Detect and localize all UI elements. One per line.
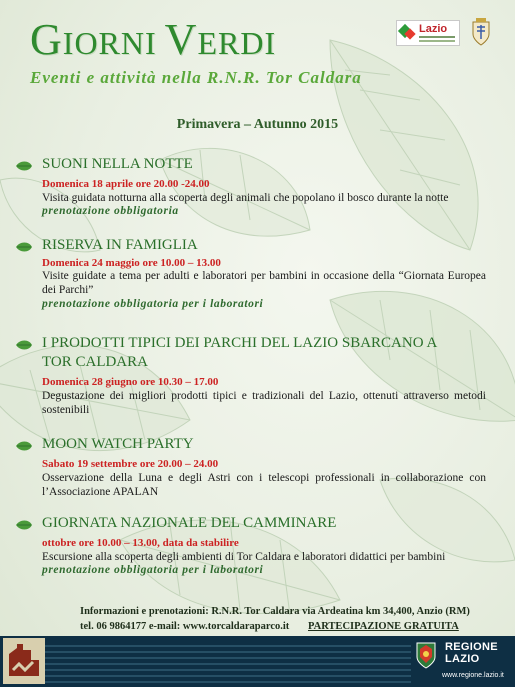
leaf-bullet-icon — [15, 160, 33, 173]
logo-lines — [419, 36, 455, 38]
title-initial-g: G — [30, 15, 63, 64]
footer-bar — [0, 636, 515, 687]
free-participation-note: PARTECIPAZIONE GRATUITA — [308, 621, 459, 632]
lazio-text: LAZIO — [445, 653, 480, 665]
municipal-crest-icon — [470, 18, 492, 46]
regione-lazio-shield-icon — [415, 641, 437, 669]
leaf-bullet-icon — [15, 519, 33, 532]
regione-lazio-logo — [411, 639, 511, 675]
event-2-date: Domenica 24 maggio ore 10.00 – 13.00 — [42, 257, 221, 269]
leaf-bullet-icon — [15, 440, 33, 453]
season-dates: Primavera – Autunno 2015 — [176, 117, 339, 132]
leaf-bullet-icon — [15, 339, 33, 352]
lazio-parks-logo — [396, 20, 460, 46]
event-4-title: MOON WATCH PARTY — [42, 436, 194, 452]
event-2-title: RISERVA IN FAMIGLIA — [42, 237, 198, 253]
title-initial-v: V — [164, 15, 198, 64]
event-4-date: Sabato 19 settembre ore 20.00 – 24.00 — [42, 458, 219, 470]
event-3-description: Degustazione dei migliori prodotti tipici e tradizionali del Lazio, ottenuti attraverso metodi sostenibili — [42, 390, 486, 416]
title-rest-verdi: ERDI — [197, 25, 277, 61]
event-1-date: Domenica 18 aprile ore 20.00 -24.00 — [42, 178, 210, 190]
footer-stripes-decoration — [45, 642, 411, 684]
event-5-title: GIORNATA NAZIONALE DEL CAMMINARE — [42, 515, 337, 531]
page-title — [30, 14, 276, 65]
event-5-booking-note: prenotazione obbligatoria per i laboratori — [42, 564, 264, 576]
event-2-description: Visite guidate a tema per adulti e laboratori per bambini in occasione della “Giornata Europea dei Parchi” — [42, 270, 486, 296]
event-5-date: ottobre ore 10.00 – 13.00, data da stabilire — [42, 537, 239, 549]
subtitle: Eventi e attività nella R.N.R. Tor Caldara — [30, 68, 362, 87]
regione-lazio-url: www.regione.lazio.it — [442, 672, 504, 679]
event-3-date: Domenica 28 giugno ore 10.30 – 17.00 — [42, 376, 219, 388]
event-3-title-line-2: TOR CALDARA — [42, 354, 148, 370]
event-1-description: Visita guidata notturna alla scoperta degli animali che popolano il bosco durante la notte — [42, 192, 449, 204]
contact-info: Informazioni e prenotazioni: R.N.R. Tor Caldara via Ardeatina km 34,400, Anzio (RM) — [80, 606, 470, 617]
event-5-description: Escursione alla scoperta degli ambienti di Tor Caldara e laboratori didattici per bambini — [42, 551, 446, 563]
event-1-booking-note: prenotazione obbligatoria — [42, 205, 179, 217]
title-rest-giorni: IORNI — [62, 25, 157, 61]
leaf-bullet-icon — [15, 241, 33, 254]
contact-phone-email: tel. 06 9864177 e-mail: www.torcaldaraparco.it — [80, 621, 290, 632]
event-1-title: SUONI NELLA NOTTE — [42, 156, 193, 172]
logo-lazio-text: Lazio — [419, 23, 448, 35]
event-2-booking-note: prenotazione obbligatoria per i laboratori — [42, 298, 264, 310]
event-4-description: Osservazione della Luna e degli Astri con i telescopi professionali in collaborazione con l’Associazione APALAN — [42, 472, 486, 498]
regione-text: REGIONE — [445, 641, 498, 653]
reserve-emblem-icon — [3, 638, 45, 684]
event-3-title-line-1: I PRODOTTI TIPICI DEI PARCHI DEL LAZIO SBARCANO A — [42, 335, 438, 351]
